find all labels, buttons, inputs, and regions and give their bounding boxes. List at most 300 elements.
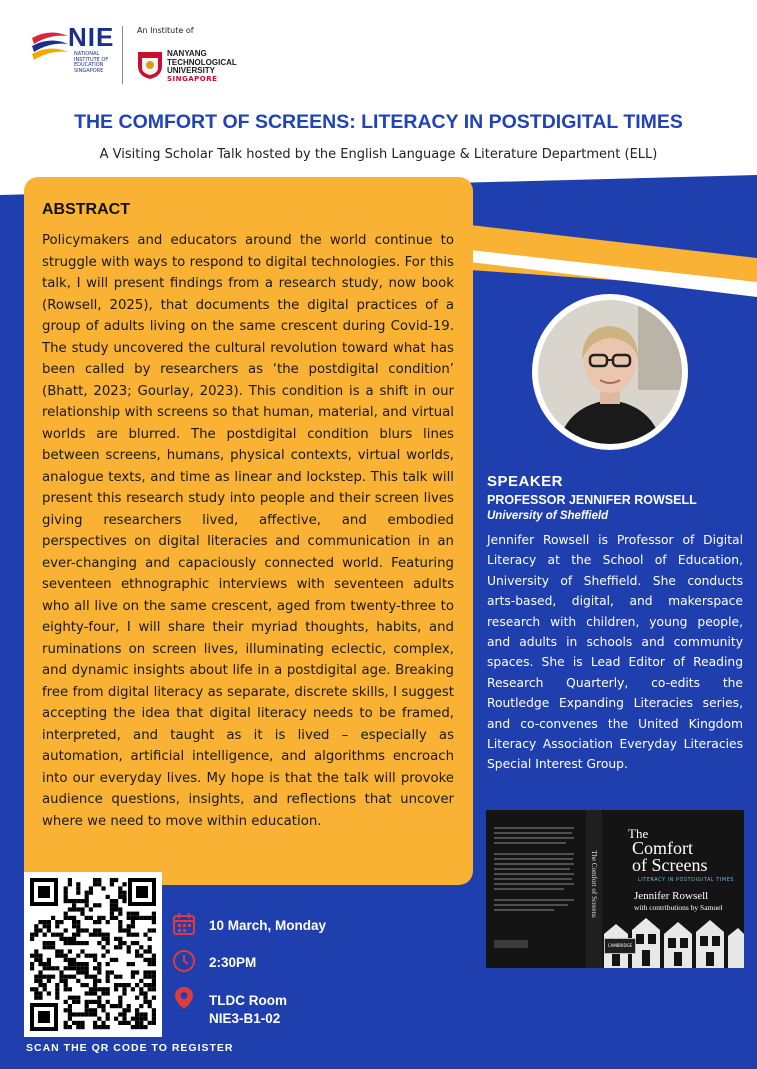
- qr-module: [131, 916, 135, 920]
- qr-module: [143, 1012, 147, 1016]
- qr-module: [122, 983, 126, 987]
- qr-module: [110, 958, 114, 962]
- qr-module: [118, 937, 122, 941]
- qr-module: [131, 1017, 135, 1021]
- qr-module: [148, 945, 152, 949]
- qr-module: [43, 941, 47, 945]
- qr-module: [89, 907, 93, 911]
- qr-module: [72, 899, 76, 903]
- qr-module: [80, 962, 84, 966]
- qr-module: [143, 1017, 147, 1021]
- qr-module: [122, 941, 126, 945]
- qr-module: [34, 991, 38, 995]
- qr-module: [93, 920, 97, 924]
- qr-module: [97, 882, 101, 886]
- qr-module: [106, 979, 110, 983]
- qr-module: [89, 886, 93, 890]
- qr-code-icon: [24, 872, 162, 1037]
- qr-module: [38, 983, 42, 987]
- qr-module: [135, 1008, 139, 1012]
- qr-module: [68, 987, 72, 991]
- qr-module: [106, 975, 110, 979]
- qr-module: [93, 954, 97, 958]
- qr-module: [80, 912, 84, 916]
- qr-module: [118, 975, 122, 979]
- qr-module: [89, 1012, 93, 1016]
- qr-module: [135, 1021, 139, 1025]
- qr-module: [64, 987, 68, 991]
- qr-module: [135, 949, 139, 953]
- book-publisher-text: CAMBRIDGE: [607, 943, 633, 948]
- qr-module: [89, 916, 93, 920]
- qr-module: [101, 1004, 105, 1008]
- qr-module: [97, 878, 101, 882]
- qr-module: [97, 928, 101, 932]
- qr-module: [55, 987, 59, 991]
- qr-module: [106, 1017, 110, 1021]
- qr-module: [122, 899, 126, 903]
- qr-module: [106, 933, 110, 937]
- qr-module: [143, 1000, 147, 1004]
- qr-module: [97, 962, 101, 966]
- qr-module: [72, 903, 76, 907]
- qr-module: [89, 954, 93, 958]
- qr-module: [64, 966, 68, 970]
- qr-module: [64, 886, 68, 890]
- book-cover: [486, 810, 744, 968]
- qr-module: [34, 979, 38, 983]
- qr-module: [114, 1004, 118, 1008]
- nie-logo-text: NIE: [68, 22, 115, 52]
- qr-module: [68, 1004, 72, 1008]
- qr-module: [135, 933, 139, 937]
- qr-module: [38, 979, 42, 983]
- qr-module: [143, 975, 147, 979]
- qr-module: [152, 928, 156, 932]
- qr-module: [64, 937, 68, 941]
- qr-module: [30, 962, 34, 966]
- qr-module: [64, 954, 68, 958]
- nie-logo[interactable]: [30, 22, 115, 86]
- qr-module: [59, 970, 63, 974]
- qr-module: [135, 954, 139, 958]
- speaker-photo: [532, 294, 688, 450]
- qr-module: [97, 916, 101, 920]
- qr-module: [93, 1008, 97, 1012]
- qr-module: [59, 920, 63, 924]
- qr-module: [72, 1021, 76, 1025]
- qr-module: [152, 970, 156, 974]
- ntu-crest-icon: [137, 50, 163, 80]
- qr-module: [106, 895, 110, 899]
- qr-module: [30, 966, 34, 970]
- qr-module: [122, 1017, 126, 1021]
- qr-module: [38, 975, 42, 979]
- qr-module: [114, 899, 118, 903]
- qr-module: [76, 979, 80, 983]
- qr-module: [131, 970, 135, 974]
- qr-module: [85, 970, 89, 974]
- qr-module: [89, 1008, 93, 1012]
- qr-module: [43, 945, 47, 949]
- qr-module: [148, 1000, 152, 1004]
- qr-module: [76, 962, 80, 966]
- qr-module: [93, 979, 97, 983]
- qr-module: [110, 1004, 114, 1008]
- qr-module: [85, 928, 89, 932]
- qr-module: [118, 924, 122, 928]
- qr-module: [72, 920, 76, 924]
- qr-module: [101, 916, 105, 920]
- event-title: THE COMFORT OF SCREENS: LITERACY IN POSTDIGITAL TIMES: [74, 111, 683, 133]
- qr-module: [148, 962, 152, 966]
- qr-module: [152, 916, 156, 920]
- qr-module: [47, 991, 51, 995]
- qr-module: [118, 983, 122, 987]
- book-contributor: with contributions by Samuel: [634, 903, 723, 912]
- qr-module: [97, 979, 101, 983]
- qr-module: [127, 949, 131, 953]
- ntu-name-line2: TECHNOLOGICAL: [167, 57, 237, 67]
- book-author: Jennifer Rowsell: [634, 890, 709, 902]
- qr-module: [64, 979, 68, 983]
- qr-module: [101, 937, 105, 941]
- qr-module: [97, 941, 101, 945]
- qr-module: [85, 903, 89, 907]
- qr-module: [76, 899, 80, 903]
- qr-module: [114, 1017, 118, 1021]
- qr-module: [127, 1021, 131, 1025]
- qr-module: [97, 996, 101, 1000]
- qr-module: [64, 916, 68, 920]
- ntu-logo-text[interactable]: [167, 50, 237, 76]
- qr-module: [122, 882, 126, 886]
- qr-module: [85, 941, 89, 945]
- qr-module: [131, 924, 135, 928]
- qr-module: [93, 933, 97, 937]
- qr-module: [118, 895, 122, 899]
- qr-module: [47, 979, 51, 983]
- qr-module: [72, 996, 76, 1000]
- qr-module: [43, 962, 47, 966]
- qr-module: [76, 907, 80, 911]
- qr-module: [127, 924, 131, 928]
- qr-module: [139, 1012, 143, 1016]
- speaker-affiliation: University of Sheffield: [487, 510, 609, 522]
- qr-module: [97, 1025, 101, 1029]
- qr-module: [59, 975, 63, 979]
- qr-module: [122, 895, 126, 899]
- qr-module: [68, 916, 72, 920]
- qr-module: [122, 1012, 126, 1016]
- qr-module: [89, 933, 93, 937]
- qr-module: [68, 937, 72, 941]
- qr-module: [143, 958, 147, 962]
- qr-module: [68, 1017, 72, 1021]
- qr-module: [85, 975, 89, 979]
- qr-module: [89, 975, 93, 979]
- qr-module: [68, 899, 72, 903]
- book-back-cover: [494, 824, 578, 954]
- qr-module: [114, 975, 118, 979]
- qr-module: [80, 983, 84, 987]
- qr-module: [55, 949, 59, 953]
- qr-module: [93, 983, 97, 987]
- qr-module: [68, 966, 72, 970]
- qr-module: [118, 891, 122, 895]
- qr-module: [64, 928, 68, 932]
- qr-module: [152, 996, 156, 1000]
- qr-module: [131, 962, 135, 966]
- qr-module: [68, 1008, 72, 1012]
- qr-module: [127, 945, 131, 949]
- ntu-name-line3: UNIVERSITY: [167, 66, 216, 75]
- qr-module: [38, 920, 42, 924]
- qr-module: [101, 1021, 105, 1025]
- qr-module: [76, 1012, 80, 1016]
- qr-module: [143, 949, 147, 953]
- qr-module: [139, 916, 143, 920]
- qr-module: [55, 991, 59, 995]
- qr-module: [34, 996, 38, 1000]
- qr-module: [55, 920, 59, 924]
- qr-module: [152, 1012, 156, 1016]
- qr-module: [72, 907, 76, 911]
- qr-module: [59, 933, 63, 937]
- qr-module: [85, 895, 89, 899]
- qr-module: [30, 954, 34, 958]
- qr-module: [93, 1025, 97, 1029]
- qr-module: [64, 899, 68, 903]
- qr-module: [148, 916, 152, 920]
- qr-module: [47, 928, 51, 932]
- qr-module: [93, 1012, 97, 1016]
- qr-module: [93, 987, 97, 991]
- qr-module: [51, 933, 55, 937]
- qr-module: [51, 945, 55, 949]
- event-venue: [209, 992, 287, 1028]
- qr-module: [68, 962, 72, 966]
- qr-module: [148, 949, 152, 953]
- qr-module: [64, 1000, 68, 1004]
- qr-code[interactable]: [24, 872, 162, 1037]
- book-title-line1: The: [628, 826, 649, 841]
- qr-module: [76, 954, 80, 958]
- qr-module: [72, 937, 76, 941]
- header-divider: [122, 26, 123, 84]
- qr-module: [64, 1021, 68, 1025]
- qr-module: [38, 954, 42, 958]
- qr-module: [152, 979, 156, 983]
- qr-module: [110, 878, 114, 882]
- qr-module: [148, 1004, 152, 1008]
- qr-module: [106, 1025, 110, 1029]
- qr-module: [43, 920, 47, 924]
- clock-icon: [172, 949, 196, 973]
- qr-module: [110, 970, 114, 974]
- qr-module: [152, 1008, 156, 1012]
- qr-module: [80, 949, 84, 953]
- qr-module: [80, 966, 84, 970]
- qr-module: [122, 1008, 126, 1012]
- qr-module: [34, 975, 38, 979]
- qr-module: [38, 996, 42, 1000]
- qr-module: [64, 912, 68, 916]
- event-subtitle: A Visiting Scholar Talk hosted by the English Language & Literature Department (ELL): [99, 147, 658, 162]
- qr-module: [43, 975, 47, 979]
- qr-module: [76, 928, 80, 932]
- qr-module: [59, 954, 63, 958]
- ntu-country: SINGAPORE: [167, 75, 218, 83]
- qr-module: [152, 958, 156, 962]
- qr-module: [47, 924, 51, 928]
- qr-module: [131, 975, 135, 979]
- qr-module: [30, 937, 34, 941]
- book-spine: [586, 810, 602, 968]
- qr-module: [80, 970, 84, 974]
- qr-module: [30, 987, 34, 991]
- qr-module: [72, 924, 76, 928]
- qr-module: [122, 891, 126, 895]
- institute-of-label: An Institute of: [137, 26, 194, 35]
- qr-module: [72, 933, 76, 937]
- qr-module: [51, 975, 55, 979]
- qr-module: [135, 1017, 139, 1021]
- qr-module: [47, 920, 51, 924]
- qr-module: [131, 1025, 135, 1029]
- qr-module: [38, 958, 42, 962]
- qr-module: [114, 916, 118, 920]
- qr-module: [97, 933, 101, 937]
- qr-module: [143, 933, 147, 937]
- qr-module: [43, 966, 47, 970]
- speaker-bio: Jennifer Rowsell is Professor of Digital Literacy at the School of Education, University of Sheffield. She conducts arts-based, digital, and makerspace research with children, young people, and adults in schools and community spaces. She is Lead Editor of Reading Research Quarterly, co-edits the Routledge Expanding Literacies series, and co-convenes the United Kingdom Literacy Association Everyday Literacies Special Interest Group.: [487, 533, 743, 772]
- qr-module: [47, 966, 51, 970]
- qr-module: [47, 975, 51, 979]
- qr-module: [72, 916, 76, 920]
- qr-module: [110, 903, 114, 907]
- qr-module: [148, 987, 152, 991]
- qr-module: [93, 966, 97, 970]
- qr-module: [152, 987, 156, 991]
- qr-module: [152, 975, 156, 979]
- qr-module: [148, 928, 152, 932]
- qr-module: [139, 1021, 143, 1025]
- qr-module: [143, 916, 147, 920]
- qr-module: [131, 912, 135, 916]
- qr-module: [80, 1021, 84, 1025]
- qr-module: [118, 928, 122, 932]
- qr-module: [47, 941, 51, 945]
- qr-module: [97, 966, 101, 970]
- qr-module: [85, 966, 89, 970]
- qr-module: [139, 1004, 143, 1008]
- qr-module: [114, 903, 118, 907]
- qr-module: [97, 1000, 101, 1004]
- qr-module: [64, 895, 68, 899]
- qr-module: [93, 991, 97, 995]
- qr-module: [118, 1012, 122, 1016]
- qr-module: [101, 945, 105, 949]
- register-cta: SCAN THE QR CODE TO REGISTER: [26, 1042, 234, 1054]
- qr-module: [143, 996, 147, 1000]
- qr-module: [38, 928, 42, 932]
- abstract-body: Policymakers and educators around the world continue to struggle with ways to respond to digital technologies. For this talk, I will present findings from a research study, now book (Rowsell, 2025), that documents the digital practices of a group of adults living on the same crescent during Covid-19. The study uncovered the cultural revolution toward what has been called by researchers as ‘the postdigital condition’ (Bhatt, 2023; Gourlay, 2023). This condition is a shift in our relationship with screens so that human, material, and virtual worlds are blurred. The postdigital condition blurs lines between screens, humans, physical contexts, virtual worlds, analogue texts, and time as linear and lockstep. This talk will present this research study into people and their screen lives giving researchers lived, affective, and embodied perspectives on digital literacies and communication in an ever-changing and capaciously connected world. Featuring seventeen ethnographic interviews with seventeen adults who all live on the same crescent, aged from twenty-three to eighty-four, I will share their myriad thoughts, habits, and ruminations on screen lives, illuminating eclectic, complex, and dynamic insights about life in a postdigital age. Breaking free from digital literacy as separate, discrete skills, I suggest accepting the idea that digital literacy needs to be framed, interpreted, and taught as it is lived – especially as automation, artificial intelligence, and algorithms encroach into our everyday lives. My hope is that the talk will provoke audience questions, insights, and reflections that uncover where we need to move within education.: [42, 233, 454, 829]
- qr-module: [76, 970, 80, 974]
- qr-module: [101, 954, 105, 958]
- qr-module: [106, 920, 110, 924]
- qr-module: [106, 941, 110, 945]
- qr-module: [85, 891, 89, 895]
- qr-module: [110, 912, 114, 916]
- qr-module: [38, 970, 42, 974]
- qr-module: [122, 1021, 126, 1025]
- qr-module: [131, 987, 135, 991]
- qr-module: [64, 975, 68, 979]
- qr-module: [135, 1012, 139, 1016]
- qr-module: [118, 920, 122, 924]
- qr-module: [143, 991, 147, 995]
- qr-module: [51, 916, 55, 920]
- qr-module: [72, 958, 76, 962]
- qr-module: [131, 933, 135, 937]
- qr-module: [64, 958, 68, 962]
- qr-module: [106, 937, 110, 941]
- qr-module: [72, 941, 76, 945]
- qr-module: [127, 983, 131, 987]
- qr-module: [34, 954, 38, 958]
- qr-module: [76, 891, 80, 895]
- qr-module: [80, 899, 84, 903]
- qr-module: [135, 996, 139, 1000]
- qr-module: [76, 933, 80, 937]
- qr-module: [135, 941, 139, 945]
- qr-module: [118, 1021, 122, 1025]
- qr-module: [114, 907, 118, 911]
- qr-module: [80, 928, 84, 932]
- qr-module: [64, 941, 68, 945]
- qr-module: [55, 924, 59, 928]
- qr-module: [76, 966, 80, 970]
- qr-module: [148, 958, 152, 962]
- qr-module: [135, 1025, 139, 1029]
- qr-module: [80, 941, 84, 945]
- qr-module: [85, 916, 89, 920]
- qr-module: [68, 878, 72, 882]
- qr-module: [59, 949, 63, 953]
- qr-module: [59, 979, 63, 983]
- qr-module: [139, 954, 143, 958]
- location-pin-icon: [172, 986, 196, 1010]
- qr-module: [135, 983, 139, 987]
- qr-module: [85, 962, 89, 966]
- qr-module: [135, 916, 139, 920]
- qr-module: [34, 933, 38, 937]
- qr-module: [118, 996, 122, 1000]
- header: [0, 0, 757, 110]
- qr-module: [34, 958, 38, 962]
- speaker-photo-image: [538, 300, 682, 444]
- qr-module: [101, 1008, 105, 1012]
- qr-module: [93, 1021, 97, 1025]
- qr-module: [85, 1008, 89, 1012]
- qr-module: [85, 1012, 89, 1016]
- qr-module: [122, 987, 126, 991]
- qr-module: [93, 1000, 97, 1004]
- qr-module: [68, 949, 72, 953]
- qr-module: [101, 1025, 105, 1029]
- qr-module: [85, 1000, 89, 1004]
